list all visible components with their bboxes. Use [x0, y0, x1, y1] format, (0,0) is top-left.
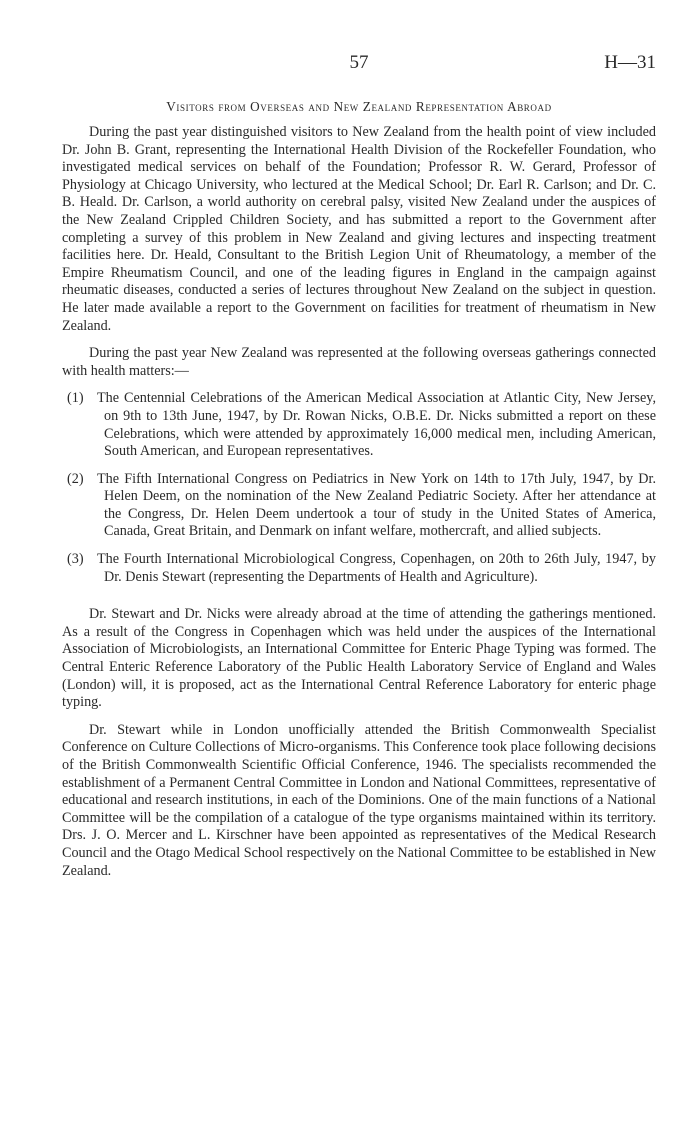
list-item	[62, 471, 656, 541]
list-item-number: (3)	[67, 551, 84, 568]
paragraph-copenhagen-congress: Dr. Stewart and Dr. Nicks were already abroad at the time of attending the gatherings mentioned. As a result of the Congress in Copenhagen which was held under the auspices of the International Association of Microbiologists, an International Committee for Enteric Phage Typing was formed. The Central Enteric Reference Laboratory of the Public Health Laboratory Service of England and Wales (London) will, it is proposed, act as the International Central Reference Laboratory for enteric phage typing.	[62, 606, 656, 711]
list-item-text: The Fourth International Microbiological Congress, Copenhagen, on 20th to 26th July, 1947, by Dr. Denis Stewart (representing the Departments of Health and Agriculture).	[97, 551, 656, 585]
paragraph-culture-collections: Dr. Stewart while in London unofficially attended the British Commonwealth Specialist Conference on Culture Collections of Micro-organisms. This Conference took place following decisions of the British Commonwealth Scientific Official Conference, 1946. The specialists recommended the establishment of a Permanent Central Committee in London and National Committees, representative of educational and research institutions, in each of the Dominions. One of the main functions of a National Committee will be the compilation of a catalogue of the type organisms maintained within its territory. Drs. J. O. Mercer and L. Kirschner have been appointed as representatives of the Medical Research Council and the Otago Medical School respectively on the National Committee to be established in New Zealand.	[62, 721, 656, 879]
body-text	[62, 124, 656, 880]
list-item-text: The Fifth International Congress on Pediatrics in New York on 14th to 17th July, 1947, by Dr. Helen Deem, on the nomination of the New Zealand Pediatric Society. After her attendance at the Congress, Dr. Helen Deem undertook a tour of study in the United States of America, Canada, Great Britain, and Denmark on infant welfare, mothercraft, and allied subjects.	[97, 470, 656, 540]
list-item-number: (2)	[67, 470, 84, 487]
list-item	[62, 390, 656, 460]
list-item-text: The Centennial Celebrations of the American Medical Association at Atlantic City, New Jersey, on 9th to 13th June, 1947, by Dr. Rowan Nicks, O.B.E. Dr. Nicks submitted a report on these Celebrations, which were attended by approximately 16,000 medical men, including American, South American, and European representatives.	[97, 390, 656, 460]
page-header	[62, 52, 656, 76]
paragraph-visitors: During the past year distinguished visitors to New Zealand from the health point of view included Dr. John B. Grant, representing the International Health Division of the Rockefeller Foundation, who investigated medical services on behalf of the Foundation; Professor R. W. Gerard, Professor of Physiology at Chicago University, who lectured at the Medical School; Dr. Earl R. Carlson; and Dr. C. B. Heald. Dr. Carlson, a world authority on cerebral palsy, visited New Zealand under the auspices of the New Zealand Crippled Children Society, and has submitted a report to the Government after completing a survey of this problem in New Zealand and giving lectures and inspecting treatment facilities here. Dr. Heald, Consultant to the British Legion Unit of Rheumatology, a member of the Empire Rheumatism Council, and one of the leading figures in England in the campaign against rheumatic diseases, conducted a series of lectures throughout New Zealand on the subject in question. He later made available a report to the Government on facilities for treatment of rheumatism in New Zealand.	[62, 124, 656, 334]
section-heading: Visitors from Overseas and New Zealand Representation Abroad	[166, 99, 552, 114]
document-reference: H—31	[604, 52, 656, 73]
page-number: 57	[349, 52, 369, 73]
list-item-number: (1)	[67, 390, 84, 407]
list-item	[62, 551, 656, 586]
paragraph-representation-intro: During the past year New Zealand was represented at the following overseas gatherings connected with health matters:—	[62, 345, 656, 379]
gatherings-list	[62, 390, 656, 586]
